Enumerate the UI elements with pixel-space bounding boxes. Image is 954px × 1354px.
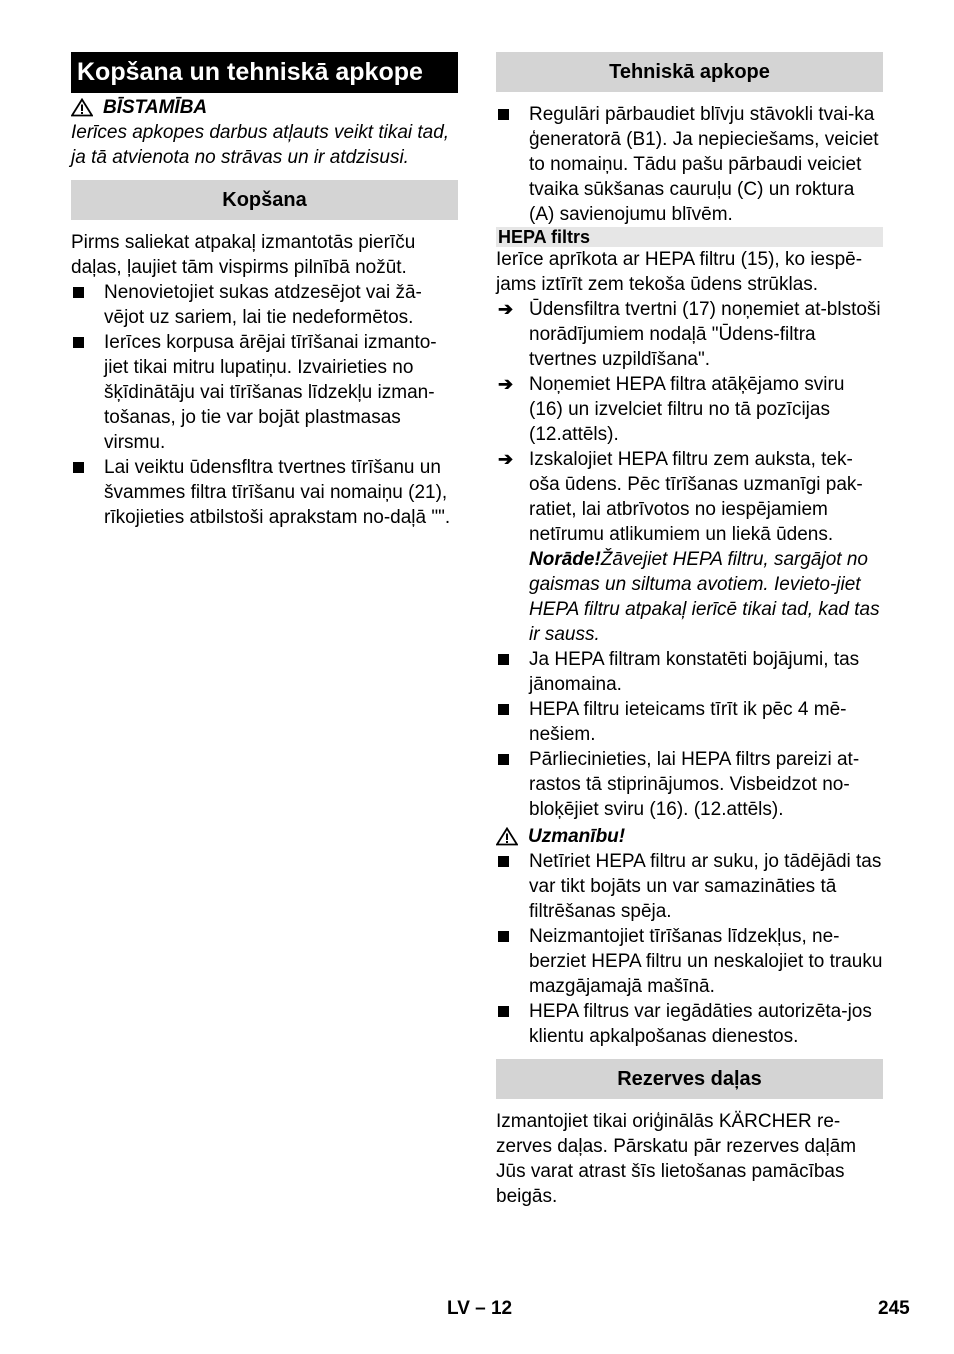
hepa-intro: Ierīce aprīkota ar HEPA filtru (15), ko iespē-jams iztīrīt zem tekoša ūdens strūklas. <box>496 249 863 295</box>
note-label: Norāde! <box>529 549 601 570</box>
subsection-title-hepa: HEPA filtrs <box>496 227 883 247</box>
page-title: Kopšana un tehniskā apkope <box>71 52 458 93</box>
square-bullet-icon <box>498 704 509 715</box>
left-column <box>71 52 458 530</box>
warning-triangle-icon <box>71 98 93 117</box>
arrow-right-icon: ➔ <box>498 449 514 469</box>
list-item: Ja HEPA filtram konstatēti bojājumi, tas jānomaina. <box>496 647 883 697</box>
square-bullet-icon <box>498 109 509 120</box>
spare-parts-text: Izmantojiet tikai oriģinālās KÄRCHER re-zerves daļas. Pārskatu pār rezerves daļām Jūs varat atrast šīs lietošanas pamācības beigās. <box>496 1111 857 1207</box>
square-bullet-icon <box>498 1006 509 1017</box>
list-item: HEPA filtru ieteicams tīrīt ik pēc 4 mē-nešiem. <box>496 697 883 747</box>
step-item: ➔ Izskalojiet HEPA filtru zem auksta, tek-oša ūdens. Pēc tīrīšanas uzmanīgi pak-ratiet, lai atbrīvotos no iespējamiem netīrumu atlikumiem un liekā ūdens. <box>498 449 863 545</box>
list-item: Neizmantojiet tīrīšanas līdzekļus, ne-berziet HEPA filtru un neskalojiet to trauku mazgājamajā mašīnā. <box>496 924 883 999</box>
footer-section-label: LV – 12 <box>447 1298 513 1319</box>
square-bullet-icon <box>73 337 84 348</box>
square-bullet-icon <box>498 754 509 765</box>
list-item: Lai veiktu ūdensfltra tvertnes tīrīšanu un švammes filtra tīrīšanu vai nomaiņu (21), rīkojieties atbilstoši aprakstam no-daļā "". <box>71 455 458 530</box>
list-item: Pārliecinieties, lai HEPA filtrs pareizi at-rastos tā stiprinājumos. Visbeidzot no-bloķējiet sviru (16). (12.attēls). <box>496 747 883 822</box>
square-bullet-icon <box>73 287 84 298</box>
page-number: 245 <box>878 1298 910 1319</box>
danger-warning <box>71 95 458 120</box>
note-text: Žāvejiet HEPA filtru, sargājot no gaismas un siltuma avotiem. Ievieto-jiet HEPA filtru atpakaļ ierīcē tikai tad, kad tas ir sauss. <box>529 549 880 645</box>
section-title-apkope: Tehniskā apkope <box>496 52 883 92</box>
kopsana-intro: Pirms saliekat atpakaļ izmantotās pierīču daļas, ļaujiet tām vispirms pilnībā nožūt. <box>71 232 416 278</box>
step-item: ➔ Noņemiet HEPA filtra atāķējamo sviru (16) un izvelciet filtru no tā pozīcijas (12.attēls). <box>498 374 845 445</box>
square-bullet-icon <box>498 931 509 942</box>
caution-warning <box>496 824 883 849</box>
list-item: Netīriet HEPA filtru ar suku, jo tādējādi tas var tikt bojāts un var samazināties tā filtrēšanas spēja. <box>496 849 883 924</box>
arrow-right-icon: ➔ <box>498 374 514 394</box>
list-item: Regulāri pārbaudiet blīvju stāvokli tvai-ka ģeneratorā (B1). Ja nepieciešams, veiciet to nomaiņu. Tādu pašu pārbaudi veiciet tvaika sūkšanas cauruļu (C) un roktura (A) savienojumu blīvēm. <box>496 102 883 227</box>
list-item: Nenovietojiet sukas atdzesējot vai žā-vējot uz sariem, lai tie nedeformētos. <box>71 280 458 330</box>
arrow-right-icon: ➔ <box>498 299 514 319</box>
section-title-rezerves: Rezerves daļas <box>496 1059 883 1099</box>
step-item: ➔ Ūdensfiltra tvertni (17) noņemiet at-blstoši norādījumiem nodaļā "Ūdens-filtra tvertnes uzpildīšana". <box>498 299 881 370</box>
note <box>496 547 883 647</box>
square-bullet-icon <box>73 462 84 473</box>
danger-text: Ierīces apkopes darbus atļauts veikt tikai tad, ja tā atvienota no strāvas un ir atdzisusi. <box>71 122 450 168</box>
section-title-kopsana: Kopšana <box>71 180 458 220</box>
square-bullet-icon <box>498 856 509 867</box>
warning-triangle-icon <box>496 827 518 846</box>
danger-label: BĪSTAMĪBA <box>103 97 208 118</box>
right-column <box>496 52 883 1209</box>
square-bullet-icon <box>498 654 509 665</box>
caution-label: Uzmanību! <box>528 826 626 847</box>
list-item: HEPA filtrus var iegādāties autorizēta-jos klientu apkalpošanas dienestos. <box>496 999 883 1049</box>
list-item: Ierīces korpusa ārējai tīrīšanai izmanto-jiet tikai mitru lupatiņu. Izvairieties no šķīdinātāju vai tīrīšanas līdzekļu izman-tošanas, jo tie var bojāt plastmasas virsmu. <box>71 330 458 455</box>
